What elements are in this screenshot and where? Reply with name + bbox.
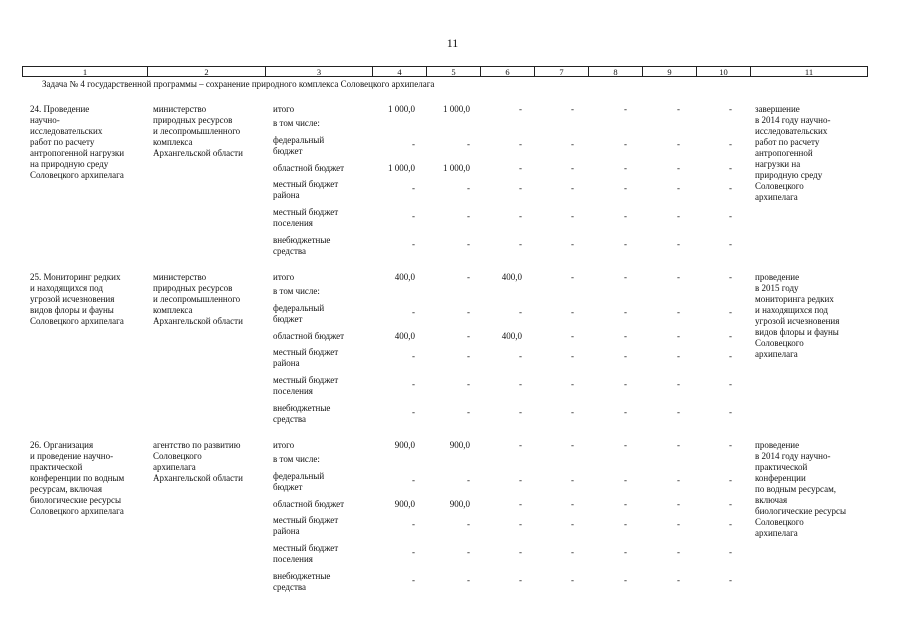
funding-source-label [273, 331, 373, 342]
funding-value: - [412, 475, 415, 485]
executor-name-line: Архангельской области [153, 148, 243, 158]
expected-result-line: архипелага [755, 528, 798, 538]
column-header: 5 [427, 67, 481, 77]
funding-source-label [273, 303, 373, 325]
funding-value: - [677, 104, 680, 114]
funding-source-line: федеральный [273, 303, 325, 313]
funding-value: - [519, 440, 522, 450]
funding-source-line: федеральный [273, 135, 325, 145]
funding-value: - [571, 407, 574, 417]
activity-name-line: работ по расчету [30, 137, 95, 147]
activity-name-line: на природную среду [30, 159, 109, 169]
funding-value: - [412, 575, 415, 585]
expected-result [755, 440, 875, 539]
activity-name-line: угрозой исчезновения [30, 294, 115, 304]
funding-value: - [467, 351, 470, 361]
funding-source-label [273, 454, 373, 465]
expected-result-line: включая [755, 495, 788, 505]
funding-value: - [571, 239, 574, 249]
funding-value: - [467, 331, 470, 341]
funding-value: - [519, 104, 522, 114]
funding-value: - [624, 575, 627, 585]
activity-name-line: антропогенной нагрузки [30, 148, 125, 158]
activity-name [30, 440, 152, 517]
funding-value: - [624, 547, 627, 557]
funding-value: - [624, 499, 627, 509]
funding-source-label [273, 286, 373, 297]
executor-name-line: природных ресурсов [153, 115, 233, 125]
funding-value: - [519, 307, 522, 317]
funding-value: 1 000,0 [443, 104, 470, 114]
column-header: 9 [643, 67, 697, 77]
funding-value: - [412, 183, 415, 193]
funding-value: - [519, 547, 522, 557]
funding-value: - [624, 407, 627, 417]
funding-value: - [677, 331, 680, 341]
funding-value: - [624, 331, 627, 341]
funding-source-label [273, 179, 373, 201]
funding-value: - [729, 307, 732, 317]
funding-value: - [729, 351, 732, 361]
expected-result-line: проведение [755, 272, 800, 282]
funding-source-label [273, 135, 373, 157]
funding-source-label [273, 347, 373, 369]
funding-value: - [412, 211, 415, 221]
column-header: 1 [23, 67, 148, 77]
funding-value: - [624, 307, 627, 317]
funding-source-line: района [273, 190, 300, 200]
funding-value: - [467, 547, 470, 557]
funding-value: - [729, 331, 732, 341]
expected-result-line: Соловецкого [755, 517, 804, 527]
funding-value: - [729, 499, 732, 509]
funding-value: - [571, 440, 574, 450]
funding-value: - [571, 379, 574, 389]
funding-value: - [571, 272, 574, 282]
funding-value: - [624, 351, 627, 361]
funding-value: - [677, 547, 680, 557]
funding-value: 900,0 [449, 499, 470, 509]
executor-name-line: архипелага [153, 462, 196, 472]
column-header: 3 [266, 67, 373, 77]
funding-source-line: поселения [273, 386, 313, 396]
funding-value: - [467, 139, 470, 149]
funding-value: - [519, 499, 522, 509]
activity-name-line: и находящихся под [30, 283, 104, 293]
funding-source-line: поселения [273, 218, 313, 228]
funding-value: - [729, 104, 732, 114]
expected-result-line: в 2014 году научно- [755, 115, 831, 125]
expected-result-line: мониторинга редких [755, 294, 834, 304]
funding-value: - [467, 239, 470, 249]
funding-value: - [729, 183, 732, 193]
expected-result [755, 104, 875, 203]
funding-source-line: местный бюджет [273, 515, 339, 525]
funding-value: - [571, 351, 574, 361]
funding-value: - [519, 239, 522, 249]
expected-result [755, 272, 875, 360]
funding-value: - [624, 104, 627, 114]
funding-value: - [677, 407, 680, 417]
funding-value: - [571, 307, 574, 317]
executor-name-line: и лесопромышленного [153, 294, 241, 304]
funding-source-line: областной бюджет [273, 499, 345, 509]
expected-result-line: антропогенной [755, 148, 813, 158]
expected-result-line: и находящихся под [755, 305, 829, 315]
activity-name-line: научно- [30, 115, 60, 125]
funding-value: - [624, 183, 627, 193]
executor-name [153, 440, 268, 484]
expected-result-line: природную среду [755, 170, 823, 180]
funding-source-line: внебюджетные [273, 571, 331, 581]
funding-value: - [571, 575, 574, 585]
funding-value: - [519, 407, 522, 417]
activity-name-line: ресурсам, включая [30, 484, 103, 494]
funding-value: - [729, 547, 732, 557]
funding-value: - [412, 307, 415, 317]
funding-source-line: в том числе: [273, 286, 320, 296]
funding-source-line: района [273, 526, 300, 536]
executor-name-line: Соловецкого [153, 451, 202, 461]
funding-value: - [519, 475, 522, 485]
funding-value: - [571, 139, 574, 149]
funding-source-label [273, 235, 373, 257]
funding-source-label [273, 207, 373, 229]
funding-value: - [677, 307, 680, 317]
funding-source-line: бюджет [273, 314, 303, 324]
funding-source-line: итого [273, 272, 295, 282]
funding-source-line: средства [273, 246, 307, 256]
column-header-row [22, 66, 868, 77]
funding-value: - [624, 475, 627, 485]
funding-value: - [677, 351, 680, 361]
funding-value: - [571, 499, 574, 509]
funding-value: - [677, 183, 680, 193]
funding-value: - [729, 407, 732, 417]
funding-source-line: областной бюджет [273, 331, 345, 341]
funding-source-label [273, 515, 373, 537]
column-header: 10 [697, 67, 751, 77]
task-title: Задача № 4 государственной программы – сохранение природного комплекса Соловецкого архипелага [42, 79, 435, 89]
expected-result-line: угрозой исчезновения [755, 316, 840, 326]
funding-value: - [677, 211, 680, 221]
funding-value: - [571, 547, 574, 557]
funding-value: 1 000,0 [388, 163, 415, 173]
activity-name-line: и проведение научно- [30, 451, 114, 461]
funding-value: - [624, 139, 627, 149]
funding-value: 400,0 [394, 272, 415, 282]
expected-result-line: работ по расчету [755, 137, 820, 147]
funding-value: 400,0 [501, 331, 522, 341]
funding-source-line: в том числе: [273, 118, 320, 128]
funding-value: - [519, 163, 522, 173]
funding-source-line: местный бюджет [273, 375, 339, 385]
funding-value: 900,0 [394, 499, 415, 509]
funding-source-label [273, 375, 373, 397]
funding-value: - [729, 475, 732, 485]
funding-value: - [624, 211, 627, 221]
page-number: 11 [446, 36, 459, 50]
activity-name-line: 24. Проведение [30, 104, 90, 114]
funding-value: - [624, 519, 627, 529]
funding-value: - [519, 211, 522, 221]
funding-value: 1 000,0 [388, 104, 415, 114]
funding-source-line: бюджет [273, 482, 303, 492]
activity-name-line: конференции по водным [30, 473, 125, 483]
funding-source-label [273, 571, 373, 593]
funding-value: - [677, 163, 680, 173]
funding-value: - [729, 575, 732, 585]
funding-source-line: в том числе: [273, 454, 320, 464]
activity-name-line: Соловецкого архипелага [30, 506, 124, 516]
funding-source-label [273, 104, 373, 115]
funding-source-label [273, 272, 373, 283]
funding-value: - [519, 139, 522, 149]
activity-name [30, 104, 152, 181]
funding-value: - [677, 499, 680, 509]
funding-value: - [519, 183, 522, 193]
funding-source-line: бюджет [273, 146, 303, 156]
funding-value: - [571, 331, 574, 341]
column-header: 11 [751, 67, 868, 77]
funding-value: - [412, 379, 415, 389]
funding-value: 900,0 [449, 440, 470, 450]
expected-result-line: исследовательских [755, 126, 828, 136]
executor-name-line: министерство [153, 272, 207, 282]
funding-source-label [273, 499, 373, 510]
executor-name-line: комплекса [153, 305, 193, 315]
funding-value: - [677, 475, 680, 485]
expected-result-line: по водным ресурсам, [755, 484, 837, 494]
funding-source-line: района [273, 358, 300, 368]
expected-result-line: архипелага [755, 349, 798, 359]
funding-source-line: средства [273, 414, 307, 424]
funding-source-label [273, 118, 373, 129]
funding-value: - [677, 239, 680, 249]
activity-name-line: исследовательских [30, 126, 103, 136]
funding-value: - [677, 379, 680, 389]
funding-value: - [467, 183, 470, 193]
expected-result-line: конференции [755, 473, 806, 483]
activity-name [30, 272, 152, 327]
funding-value: - [412, 351, 415, 361]
funding-value: - [467, 575, 470, 585]
funding-value: - [624, 163, 627, 173]
funding-value: - [467, 519, 470, 529]
funding-value: - [519, 351, 522, 361]
activity-name-line: биологические ресурсы [30, 495, 122, 505]
executor-name [153, 272, 268, 327]
funding-value: - [467, 407, 470, 417]
funding-value: - [729, 440, 732, 450]
funding-value: - [571, 211, 574, 221]
activity-name-line: 26. Организация [30, 440, 94, 450]
expected-result-line: завершение [755, 104, 800, 114]
expected-result-line: нагрузки на [755, 159, 801, 169]
funding-value: - [467, 475, 470, 485]
funding-value: - [571, 519, 574, 529]
funding-source-label [273, 543, 373, 565]
funding-value: - [729, 272, 732, 282]
column-header: 8 [589, 67, 643, 77]
funding-value: - [624, 440, 627, 450]
funding-value: - [677, 139, 680, 149]
funding-value: - [467, 272, 470, 282]
column-header: 4 [373, 67, 427, 77]
funding-value: 400,0 [394, 331, 415, 341]
funding-value: - [467, 307, 470, 317]
funding-value: - [519, 519, 522, 529]
funding-value: 1 000,0 [443, 163, 470, 173]
funding-source-line: федеральный [273, 471, 325, 481]
executor-name-line: комплекса [153, 137, 193, 147]
funding-value: - [467, 379, 470, 389]
funding-value: - [729, 379, 732, 389]
funding-value: - [677, 272, 680, 282]
activity-name-line: 25. Мониторинг редких [30, 272, 121, 282]
executor-name [153, 104, 268, 159]
expected-result-line: видов флоры и фауны [755, 327, 839, 337]
funding-value: - [677, 519, 680, 529]
executor-name-line: и лесопромышленного [153, 126, 241, 136]
funding-value: - [467, 211, 470, 221]
executor-name-line: агентство по развитию [153, 440, 241, 450]
funding-value: - [412, 547, 415, 557]
expected-result-line: архипелага [755, 192, 798, 202]
funding-value: - [729, 239, 732, 249]
executor-name-line: природных ресурсов [153, 283, 233, 293]
expected-result-line: биологические ресурсы [755, 506, 847, 516]
funding-source-line: внебюджетные [273, 403, 331, 413]
funding-source-line: местный бюджет [273, 347, 339, 357]
column-header: 6 [481, 67, 535, 77]
executor-name-line: Архангельской области [153, 316, 243, 326]
funding-source-line: средства [273, 582, 307, 592]
funding-value: - [729, 211, 732, 221]
expected-result-line: практической [755, 462, 808, 472]
funding-source-line: итого [273, 440, 295, 450]
funding-value: 900,0 [394, 440, 415, 450]
funding-source-line: поселения [273, 554, 313, 564]
funding-source-line: местный бюджет [273, 543, 339, 553]
funding-value: - [412, 519, 415, 529]
activity-name-line: Соловецкого архипелага [30, 316, 124, 326]
expected-result-line: Соловецкого [755, 338, 804, 348]
funding-source-label [273, 471, 373, 493]
funding-value: - [729, 163, 732, 173]
funding-value: - [571, 475, 574, 485]
activity-name-line: Соловецкого архипелага [30, 170, 124, 180]
executor-name-line: министерство [153, 104, 207, 114]
funding-value: - [729, 139, 732, 149]
expected-result-line: в 2015 году [755, 283, 799, 293]
funding-value: - [571, 104, 574, 114]
column-header: 2 [148, 67, 266, 77]
funding-value: - [412, 407, 415, 417]
funding-value: - [729, 519, 732, 529]
funding-source-line: итого [273, 104, 295, 114]
funding-source-line: областной бюджет [273, 163, 345, 173]
expected-result-line: Соловецкого [755, 181, 804, 191]
executor-name-line: Архангельской области [153, 473, 243, 483]
funding-value: - [519, 379, 522, 389]
funding-source-label [273, 403, 373, 425]
funding-source-label [273, 163, 373, 174]
expected-result-line: проведение [755, 440, 800, 450]
activity-name-line: практической [30, 462, 83, 472]
funding-value: - [677, 575, 680, 585]
funding-source-line: местный бюджет [273, 179, 339, 189]
funding-value: - [571, 183, 574, 193]
expected-result-line: в 2014 году научно- [755, 451, 831, 461]
funding-value: - [412, 139, 415, 149]
funding-value: - [624, 239, 627, 249]
column-header: 7 [535, 67, 589, 77]
funding-source-line: местный бюджет [273, 207, 339, 217]
funding-source-label [273, 440, 373, 451]
activity-name-line: видов флоры и фауны [30, 305, 114, 315]
funding-value: - [571, 163, 574, 173]
funding-value: 400,0 [501, 272, 522, 282]
funding-source-line: внебюджетные [273, 235, 331, 245]
funding-value: - [624, 379, 627, 389]
funding-value: - [677, 440, 680, 450]
funding-value: - [519, 575, 522, 585]
funding-value: - [412, 239, 415, 249]
funding-value: - [624, 272, 627, 282]
